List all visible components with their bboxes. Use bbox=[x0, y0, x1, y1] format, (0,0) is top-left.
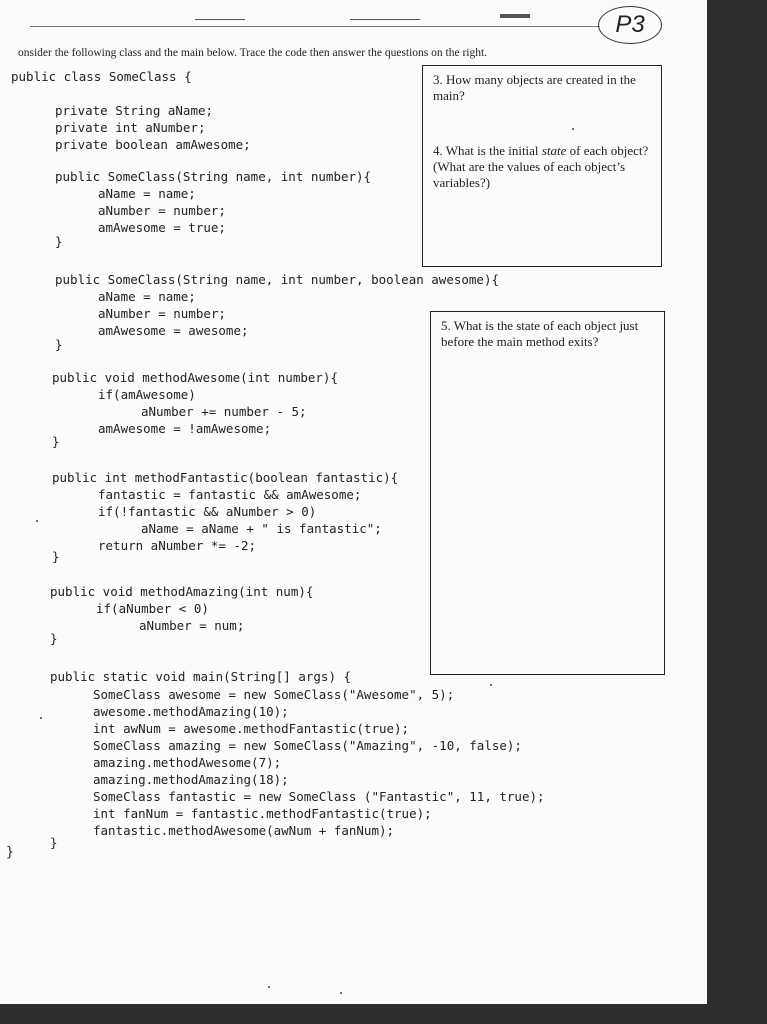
code-line: if(aNumber < 0) bbox=[96, 601, 209, 616]
answer-box-q3-q4 bbox=[422, 65, 662, 267]
code-line: } bbox=[55, 234, 63, 249]
code-line: int awNum = awesome.methodFantastic(true); bbox=[93, 721, 410, 736]
speck bbox=[572, 128, 574, 130]
code-line-class-close: } bbox=[6, 845, 14, 860]
speck bbox=[340, 992, 342, 994]
code-line: } bbox=[50, 835, 58, 850]
code-line: private String aName; bbox=[55, 103, 214, 118]
code-line-class-decl: public class SomeClass { bbox=[11, 69, 192, 84]
header-rule bbox=[30, 26, 600, 27]
code-line-constructor: public SomeClass(String name, int number, boolean awesome){ bbox=[55, 272, 500, 287]
speck bbox=[36, 520, 38, 522]
code-line: fantastic.methodAwesome(awNum + fanNum); bbox=[93, 823, 395, 838]
code-line: amAwesome = true; bbox=[98, 220, 226, 235]
speck bbox=[268, 986, 270, 988]
code-line: SomeClass amazing = new SomeClass("Amazing", -10, false); bbox=[93, 738, 522, 753]
code-line: if(!fantastic && aNumber > 0) bbox=[98, 504, 317, 519]
code-line: private boolean amAwesome; bbox=[55, 137, 251, 152]
code-line-main: public static void main(String[] args) { bbox=[50, 669, 352, 684]
question-4: 4. What is the initial state of each object? (What are the values of each object’s variables?) bbox=[433, 143, 649, 190]
page-number: P3 bbox=[598, 6, 662, 44]
code-line: aNumber = num; bbox=[139, 618, 245, 633]
speck bbox=[40, 717, 42, 719]
speck bbox=[490, 684, 492, 686]
code-line: awesome.methodAmazing(10); bbox=[93, 704, 289, 719]
code-line: aNumber += number - 5; bbox=[141, 404, 307, 419]
code-line-method: public int methodFantastic(boolean fantastic){ bbox=[52, 470, 399, 485]
code-line-method: public void methodAmazing(int num){ bbox=[50, 584, 314, 599]
question-3: 3. How many objects are created in the main? bbox=[433, 72, 636, 103]
code-line: aNumber = number; bbox=[98, 306, 226, 321]
code-line: amAwesome = awesome; bbox=[98, 323, 249, 338]
pen-mark bbox=[500, 14, 530, 18]
pen-mark bbox=[195, 19, 245, 20]
code-line: amazing.methodAwesome(7); bbox=[93, 755, 282, 770]
code-line-method: public void methodAwesome(int number){ bbox=[52, 370, 338, 385]
code-line: } bbox=[55, 337, 63, 352]
instructions: onsider the following class and the main below. Trace the code then answer the questions on the right. bbox=[18, 47, 488, 59]
code-line: } bbox=[52, 549, 60, 564]
code-line: aName = name; bbox=[98, 289, 196, 304]
code-line: private int aNumber; bbox=[55, 120, 206, 135]
code-line: fantastic = fantastic && amAwesome; bbox=[98, 487, 362, 502]
code-line: amAwesome = !amAwesome; bbox=[98, 421, 272, 436]
scan-border bbox=[0, 1004, 767, 1024]
code-line: SomeClass fantastic = new SomeClass ("Fantastic", 11, true); bbox=[93, 789, 545, 804]
code-line: amazing.methodAmazing(18); bbox=[93, 772, 289, 787]
code-line: int fanNum = fantastic.methodFantastic(true); bbox=[93, 806, 432, 821]
code-line: SomeClass awesome = new SomeClass("Awesome", 5); bbox=[93, 687, 455, 702]
code-line: aNumber = number; bbox=[98, 203, 226, 218]
code-line: } bbox=[52, 434, 60, 449]
question-5: 5. What is the state of each object just before the main method exits? bbox=[441, 318, 639, 349]
answer-box-q5 bbox=[430, 311, 665, 675]
code-line: aName = aName + " is fantastic"; bbox=[141, 521, 382, 536]
code-line: if(amAwesome) bbox=[98, 387, 196, 402]
pen-mark bbox=[350, 19, 420, 20]
code-line: return aNumber *= -2; bbox=[98, 538, 257, 553]
code-line: aName = name; bbox=[98, 186, 196, 201]
code-line-constructor: public SomeClass(String name, int number){ bbox=[55, 169, 372, 184]
code-line: } bbox=[50, 631, 58, 646]
